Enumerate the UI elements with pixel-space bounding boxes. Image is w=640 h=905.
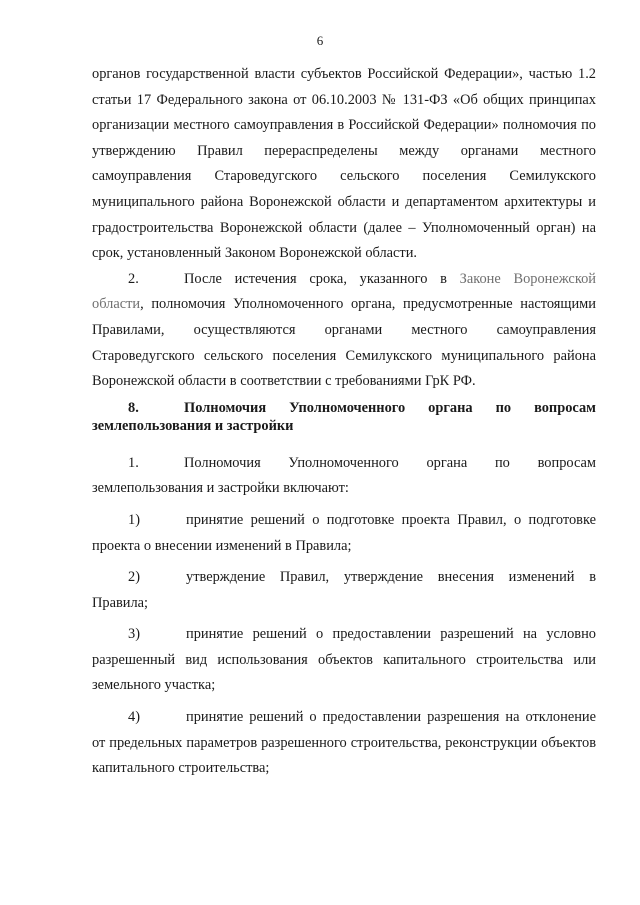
list-item-text: принятие решений о предоставлении разрешений на условно разрешенный вид использования объектов капитального строительства или земельного участка;	[92, 626, 596, 694]
list-item	[92, 565, 596, 616]
law-reference-link[interactable]: Законе Воронежской области	[92, 270, 596, 313]
document-body	[92, 62, 596, 782]
list-item-number: 4)	[128, 709, 140, 726]
paragraph-1	[92, 451, 596, 502]
paragraph-number: 1.	[128, 454, 139, 471]
page-number: 6	[316, 33, 324, 48]
paragraph-text: Полномочия Уполномоченного органа по вопросам землепользования и застройки включают:	[92, 454, 596, 497]
paragraph-continuation: органов государственной власти субъектов Российской Федерации», частью 1.2 статьи 17 Федерального закона от 06.10.2003 № 131-ФЗ «Об общих принципах организации местного самоуправления в Российской Федерации» полномочия по утверждению Правил перераспределены между органами местного самоуправления Староведугского сельского поселения Семилукского муниципального района Воронежской области и департаментом архитектуры и градостроительства Воронежской области (далее – Уполномоченный орган) на срок, установленный Законом Воронежской области.	[92, 66, 596, 262]
paragraph-text: , полномочия Уполномоченного органа, предусмотренные настоящими Правилами, осуществляются органами местного самоуправления Староведугского сельского поселения Семилукского муниципального района Воронежской области в соответствии с требованиями ГрК РФ.	[92, 296, 596, 390]
list-item-text: утверждение Правил, утверждение внесения изменений в Правила;	[92, 569, 596, 611]
list-item-number: 3)	[128, 626, 140, 643]
list-item-number: 2)	[128, 569, 140, 586]
paragraph-number: 2.	[128, 270, 139, 287]
list-item-text: принятие решений о предоставлении разрешения на отклонение от предельных параметров разрешенного строительства, реконструкции объектов капитального строительства;	[92, 709, 596, 777]
paragraph-2	[92, 267, 596, 395]
list-item	[92, 705, 596, 782]
section-heading	[92, 399, 596, 435]
list-item-text: принятие решений о подготовке проекта Правил, о подготовке проекта о внесении изменений в Правила;	[92, 511, 596, 554]
paragraph-text: После истечения срока, указанного в	[184, 270, 460, 287]
list-item	[92, 508, 596, 559]
section-title: Полномочия Уполномоченного органа по вопросам землепользования и застройки	[92, 399, 596, 434]
list-item-number: 1)	[128, 511, 140, 528]
section-number: 8.	[128, 399, 139, 416]
list-item	[92, 622, 596, 699]
